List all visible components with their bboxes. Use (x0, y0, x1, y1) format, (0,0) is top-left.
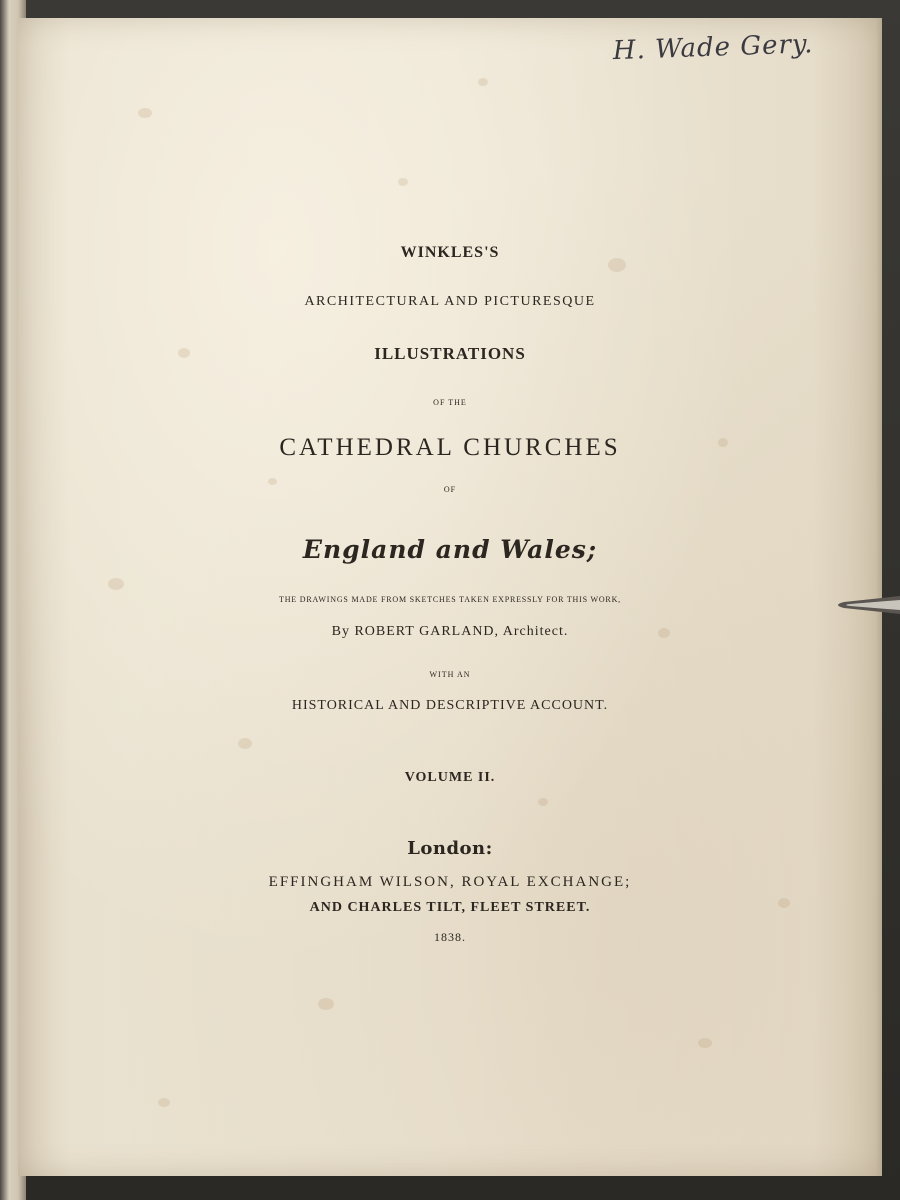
title-line-of-the: OF THE (433, 398, 467, 407)
title-text-block (18, 18, 882, 1176)
title-line-author: By ROBERT GARLAND, Architect. (331, 624, 569, 639)
title-page (18, 18, 882, 1176)
title-line-volume: VOLUME II. (404, 770, 496, 785)
title-line-drawings: THE DRAWINGS MADE FROM SKETCHES TAKEN EXPRESSLY FOR THIS WORK, (279, 595, 621, 604)
imprint-publisher-1: EFFINGHAM WILSON, ROYAL EXCHANGE; (268, 874, 632, 890)
title-line-illustrations: ILLUSTRATIONS (374, 344, 526, 363)
imprint-london: London: (407, 838, 493, 859)
imprint-publisher-2: AND CHARLES TILT, FLEET STREET. (309, 900, 591, 915)
title-line-of: OF (443, 485, 457, 494)
title-line-historical: HISTORICAL AND DESCRIPTIVE ACCOUNT. (291, 698, 609, 713)
title-line-cathedral: CATHEDRAL CHURCHES (279, 434, 621, 461)
signature-text: H. Wade Gery. (612, 29, 814, 67)
title-line-with-an: WITH AN (429, 670, 471, 679)
page-marker-tip (830, 592, 900, 618)
title-line-winkles: WINKLES'S (400, 244, 500, 261)
imprint-year: 1838. (434, 930, 466, 944)
title-line-england-wales: England and Wales; (302, 535, 598, 564)
title-line-architectural: ARCHITECTURAL AND PICTURESQUE (304, 294, 596, 309)
